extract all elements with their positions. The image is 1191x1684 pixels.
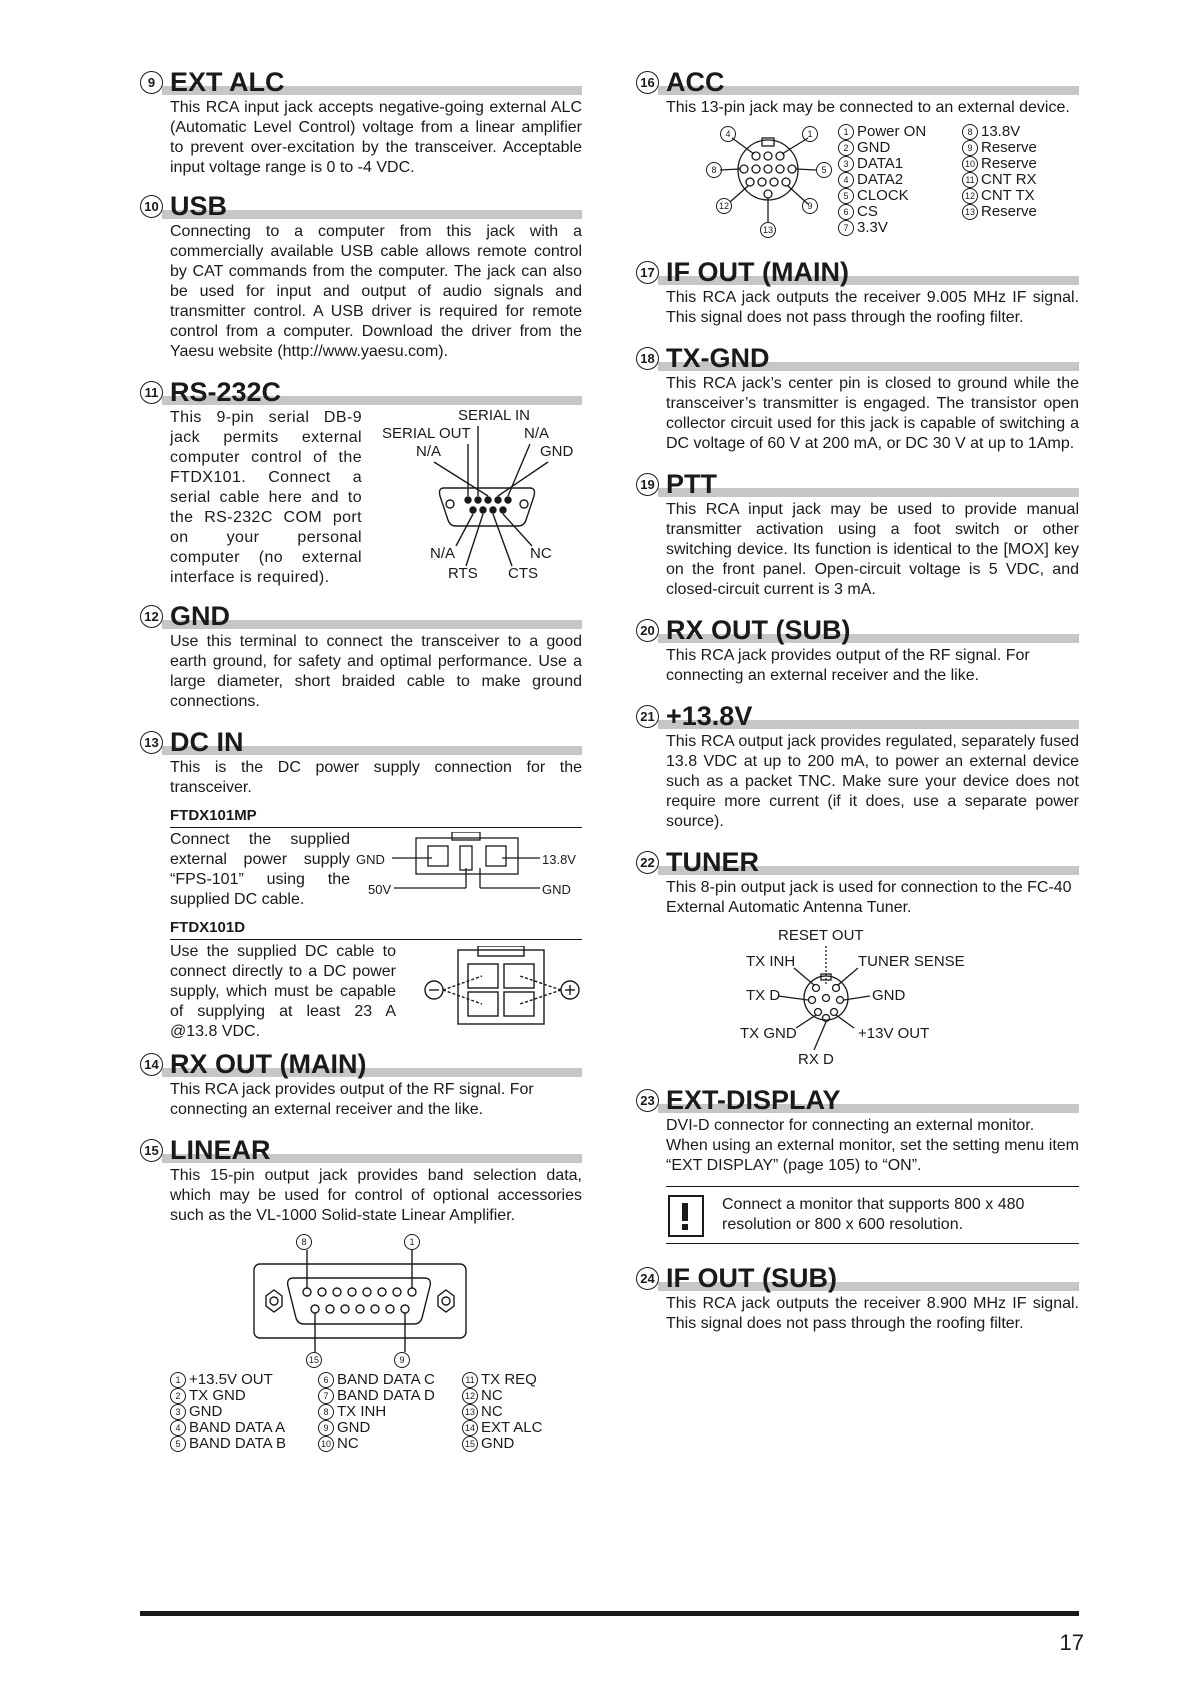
section-heading xyxy=(636,698,1079,732)
pin-number: 6 xyxy=(318,1372,334,1388)
pin-label: RESET OUT xyxy=(778,927,864,944)
pin-label: DATA2 xyxy=(857,171,904,188)
section-heading xyxy=(140,1046,582,1080)
pin-label: GND xyxy=(872,987,906,1004)
section-number: 13 xyxy=(140,731,163,754)
pin-entry xyxy=(170,1436,286,1452)
pin-label: TX GND xyxy=(740,1025,797,1042)
section-rx-out-main xyxy=(140,1046,582,1120)
section-heading xyxy=(636,1260,1079,1294)
tuner-connector-icon xyxy=(666,922,966,1070)
pin-label: CLOCK xyxy=(857,187,909,204)
section-title: GND xyxy=(170,601,230,631)
section-text: This RCA jack provides output of the RF signal. For connecting an external receiver and the like. xyxy=(170,1081,534,1118)
pin-entry xyxy=(962,188,1035,204)
pin-entry xyxy=(170,1420,285,1436)
section-text: This 13-pin jack may be connected to an external device. xyxy=(666,99,1070,116)
pin-entry xyxy=(170,1404,222,1420)
pin-label: CNT TX xyxy=(981,187,1035,204)
pin-label: BAND DATA B xyxy=(189,1435,286,1452)
section-number: 17 xyxy=(636,261,659,284)
pin-label: GND xyxy=(356,852,385,867)
db15-pin-table xyxy=(170,1372,582,1458)
section-number: 22 xyxy=(636,851,659,874)
section-title: USB xyxy=(170,191,228,221)
pin-number: 1 xyxy=(838,124,854,140)
section-title: EXT-DISPLAY xyxy=(666,1085,841,1115)
section-title: PTT xyxy=(666,469,717,499)
pin-number: 12 xyxy=(962,188,978,204)
pin-entry xyxy=(462,1420,542,1436)
pin-entry xyxy=(838,188,909,204)
pin-entry xyxy=(962,140,1037,156)
pin-label: CNT RX xyxy=(981,171,1037,188)
pin-label: CTS xyxy=(508,565,538,582)
pin-label: SERIAL OUT xyxy=(382,425,471,442)
pin-label: TUNER SENSE xyxy=(858,953,965,970)
pin-number: 8 xyxy=(318,1404,334,1420)
section-heading xyxy=(140,598,582,632)
section-number: 18 xyxy=(636,347,659,370)
pin-label: N/A xyxy=(524,425,550,442)
section-number: 21 xyxy=(636,705,659,728)
pin-label: TX INH xyxy=(337,1403,387,1420)
pin-entry xyxy=(838,220,888,236)
db15-diagram xyxy=(170,1234,582,1372)
section-tx-gnd xyxy=(636,340,1079,454)
pin-entry xyxy=(318,1436,359,1452)
pin-entry xyxy=(318,1404,386,1420)
pin-label: N/A xyxy=(430,545,456,562)
pin-label: NC xyxy=(481,1403,503,1420)
section-acc xyxy=(636,64,1079,242)
section-number: 14 xyxy=(140,1053,163,1076)
pin-number: 5 xyxy=(170,1436,186,1452)
pin-label: NC xyxy=(481,1387,503,1404)
pin-number: 2 xyxy=(170,1388,186,1404)
section-text: This RCA jack outputs the receiver 8.900 MHz IF signal. This signal does not pass through the roofing filter. xyxy=(666,1295,1079,1332)
pin-number: 8 xyxy=(706,162,722,178)
section-heading xyxy=(636,340,1079,374)
section-title: EXT ALC xyxy=(170,67,285,97)
dc-plug-icon xyxy=(356,832,582,902)
pin-label: Reserve xyxy=(981,139,1037,156)
section-gnd xyxy=(140,598,582,712)
pin-label: NC xyxy=(337,1435,359,1452)
section-ptt xyxy=(636,466,1079,600)
section-text: This RCA input jack may be used to provide manual transmitter activation using a foot switch or other switching device. Its function is identical to the [MOX] key on the front panel. Open-circuit voltage is 5 VDC, and closed-circuit current is 3 mA. xyxy=(666,501,1079,598)
pin-entry xyxy=(462,1404,503,1420)
subheading-ftdx101d: FTDX101D xyxy=(170,918,582,940)
section-text: Connect the supplied external power supply “FPS-101” using the supplied DC cable. xyxy=(170,831,350,908)
section-number: 10 xyxy=(140,195,163,218)
section-text: Connecting to a computer from this jack with a commercially available USB cable allows remote control by CAT commands from the computer. The jack can also be used for input and output of audio signals and transmitter control. A USB driver is required for remote control from a computer. Download the driver from the Yaesu website (http://www.yaesu.com). xyxy=(170,223,582,360)
pin-entry xyxy=(462,1388,503,1404)
pin-number: 10 xyxy=(318,1436,334,1452)
pin-number: 1 xyxy=(170,1372,186,1388)
section-text: Use this terminal to connect the transceiver to a good earth ground, for safety and optimal performance. Use a large diameter, short braided cable to make ground connections. xyxy=(170,633,582,710)
pin-number: 2 xyxy=(838,140,854,156)
section-number: 15 xyxy=(140,1139,163,1162)
db15-connector-icon xyxy=(170,1234,582,1372)
pin-label: NC xyxy=(530,545,552,562)
pin-label: GND xyxy=(481,1435,515,1452)
pin-number: 3 xyxy=(170,1404,186,1420)
right-column xyxy=(636,64,1079,1346)
pin-label: DATA1 xyxy=(857,155,904,172)
section-tuner xyxy=(636,844,1079,1070)
pin-entry xyxy=(170,1388,246,1404)
dc-plug-diagram xyxy=(356,832,582,902)
pin-number: 9 xyxy=(394,1352,410,1368)
section-text: DVI-D connector for connecting an external monitor. xyxy=(666,1117,1035,1134)
section-title: TUNER xyxy=(666,847,759,877)
pin-label: CS xyxy=(857,203,878,220)
pin-number: 1 xyxy=(802,126,818,142)
section-heading xyxy=(636,64,1079,98)
section-usb xyxy=(140,188,582,362)
pin-number: 6 xyxy=(838,204,854,220)
pin-number: 12 xyxy=(462,1388,478,1404)
footer-rule xyxy=(140,1611,1079,1616)
pin-entry xyxy=(962,172,1037,188)
page-number: 17 xyxy=(1059,1630,1084,1655)
pin-number: 9 xyxy=(962,140,978,156)
pin-number: 5 xyxy=(838,188,854,204)
pin-label: Power ON xyxy=(857,123,927,140)
section-heading xyxy=(636,612,1079,646)
db9-connector-icon xyxy=(382,408,582,586)
pin-number: 15 xyxy=(462,1436,478,1452)
pin-number: 11 xyxy=(462,1372,478,1388)
section-title: IF OUT (SUB) xyxy=(666,1263,837,1293)
section-heading xyxy=(140,374,582,408)
section-title: IF OUT (MAIN) xyxy=(666,257,849,287)
pin-entry xyxy=(962,124,1020,140)
pin-number: 13 xyxy=(462,1404,478,1420)
section-heading xyxy=(140,64,582,98)
pin-number: 11 xyxy=(962,172,978,188)
section-number: 16 xyxy=(636,71,659,94)
section-number: 19 xyxy=(636,473,659,496)
section-text: This is the DC power supply connection for the transceiver. xyxy=(170,759,582,796)
section-rs232c xyxy=(140,374,582,586)
pin-number: 4 xyxy=(170,1420,186,1436)
pin-entry xyxy=(462,1436,514,1452)
pin-label: RTS xyxy=(448,565,478,582)
section-text: This RCA output jack provides regulated, separately fused 13.8 VDC at up to 200 mA, to power an external device such as a packet TNC. Make sure your device does not require more current (if it does, use a separate power source). xyxy=(666,733,1079,830)
pin-number: 15 xyxy=(306,1352,322,1368)
section-heading xyxy=(140,188,582,222)
pin-number: 8 xyxy=(296,1234,312,1250)
pin-label: TX REQ xyxy=(481,1371,537,1388)
section-title: ACC xyxy=(666,67,725,97)
pin-entry xyxy=(462,1372,537,1388)
subheading-ftdx101mp: FTDX101MP xyxy=(170,806,582,828)
section-heading xyxy=(636,254,1079,288)
section-number: 23 xyxy=(636,1089,659,1112)
section-heading xyxy=(636,844,1079,878)
pin-entry xyxy=(170,1372,273,1388)
pin-label: +13V OUT xyxy=(858,1025,930,1042)
section-text: This 9-pin serial DB-9 jack permits external computer control of the FTDX101. Connect a serial cable here and to the RS-232C COM port on your personal computer (no external interface is required). xyxy=(170,409,362,586)
acc-pin-table xyxy=(838,124,1058,242)
section-ext-alc xyxy=(140,64,582,178)
section-title: +13.8V xyxy=(666,701,753,731)
pin-label: Reserve xyxy=(981,155,1037,172)
pin-number: 8 xyxy=(962,124,978,140)
pin-label: BAND DATA C xyxy=(337,1371,435,1388)
pin-label: TX GND xyxy=(189,1387,246,1404)
pin-label: GND xyxy=(189,1403,223,1420)
pin-label: Reserve xyxy=(981,203,1037,220)
section-number: 12 xyxy=(140,605,163,628)
pin-label: GND xyxy=(337,1419,371,1436)
pin-number: 4 xyxy=(838,172,854,188)
section-text: This RCA input jack accepts negative-going external ALC (Automatic Level Control) voltage from a linear amplifier to prevent over-excitation by the transceiver. Acceptable input voltage range is 0 to -4 VDC. xyxy=(170,99,582,176)
pin-label: BAND DATA D xyxy=(337,1387,435,1404)
pin-entry xyxy=(962,204,1037,220)
section-linear xyxy=(140,1132,582,1458)
pin-number: 7 xyxy=(318,1388,334,1404)
pin-entry xyxy=(962,156,1037,172)
section-number: 20 xyxy=(636,619,659,642)
pin-label: N/A xyxy=(416,443,442,460)
section-title: LINEAR xyxy=(170,1135,271,1165)
section-title: DC IN xyxy=(170,727,244,757)
pin-number: 14 xyxy=(462,1420,478,1436)
acc-diagram xyxy=(706,124,836,242)
pin-entry xyxy=(838,140,890,156)
pin-label: RX D xyxy=(798,1051,834,1068)
pin-label: 13.8V xyxy=(981,123,1021,140)
pin-number: 13 xyxy=(760,222,776,238)
pin-number: 5 xyxy=(816,162,832,178)
pin-label: SERIAL IN xyxy=(458,407,530,424)
section-text: This 8-pin output jack is used for connection to the FC-40 External Automatic Antenna Tuner. xyxy=(666,879,1072,916)
section-heading xyxy=(636,1082,1079,1116)
pin-entry xyxy=(838,124,926,140)
pin-entry xyxy=(838,172,903,188)
pin-number: 4 xyxy=(720,126,736,142)
dc-connector-icon xyxy=(424,946,584,1026)
pin-entry xyxy=(318,1420,370,1436)
pin-entry xyxy=(318,1372,435,1388)
section-text: When using an external monitor, set the setting menu item “EXT DISPLAY” (page 105) to “ON”. xyxy=(666,1137,1079,1174)
pin-number: 3 xyxy=(838,156,854,172)
pin-entry xyxy=(838,204,878,220)
pin-label: GND xyxy=(540,443,574,460)
section-text: This RCA jack outputs the receiver 9.005 MHz IF signal. This signal does not pass through the roofing filter. xyxy=(666,289,1079,326)
section-text: This 15-pin output jack provides band selection data, which may be used for control of optional accessories such as the VL-1000 Solid-state Linear Amplifier. xyxy=(170,1167,582,1224)
pin-label: EXT ALC xyxy=(481,1419,543,1436)
pin-number: 12 xyxy=(716,198,732,214)
section-title: RX OUT (MAIN) xyxy=(170,1049,367,1079)
section-dc-in xyxy=(140,724,582,1040)
pin-number: 1 xyxy=(404,1234,420,1250)
pin-label: +13.5V OUT xyxy=(189,1371,273,1388)
section-number: 11 xyxy=(140,381,163,404)
section-heading xyxy=(140,724,582,758)
pin-number: 9 xyxy=(318,1420,334,1436)
pin-label: TX INH xyxy=(746,953,796,970)
section-ext-display xyxy=(636,1082,1079,1244)
section-title: RX OUT (SUB) xyxy=(666,615,851,645)
pin-label: GND xyxy=(857,139,891,156)
pin-number: 7 xyxy=(838,220,854,236)
pin-number: 9 xyxy=(802,198,818,214)
db9-diagram xyxy=(382,408,582,586)
pin-label: 13.8V xyxy=(542,852,576,867)
section-title: TX-GND xyxy=(666,343,770,373)
section-if-out-main xyxy=(636,254,1079,328)
pin-entry xyxy=(318,1388,435,1404)
pin-label: TX D xyxy=(746,987,781,1004)
section-if-out-sub xyxy=(636,1260,1079,1334)
left-column xyxy=(140,64,582,1470)
section-13-8v xyxy=(636,698,1079,832)
section-text: Use the supplied DC cable to connect directly to a DC power supply, which must be capable of supplying at least 23 A @13.8 VDC. xyxy=(170,943,396,1040)
section-title: RS-232C xyxy=(170,377,282,407)
section-number: 9 xyxy=(140,71,163,94)
section-heading xyxy=(140,1132,582,1166)
caution-note xyxy=(666,1186,1079,1244)
acc-connector-icon xyxy=(706,124,836,242)
section-text: This RCA jack provides output of the RF signal. For connecting an external receiver and the like. xyxy=(666,647,1030,684)
pin-entry xyxy=(838,156,903,172)
section-number: 24 xyxy=(636,1267,659,1290)
tuner-diagram xyxy=(666,922,1079,1070)
pin-number: 13 xyxy=(962,204,978,220)
section-rx-out-sub xyxy=(636,612,1079,686)
pin-number: 10 xyxy=(962,156,978,172)
warning-icon xyxy=(668,1195,704,1237)
section-heading xyxy=(636,466,1079,500)
pin-label: 50V xyxy=(368,882,392,897)
caution-text: Connect a monitor that supports 800 x 480 resolution or 800 x 600 resolution. xyxy=(722,1196,1025,1233)
pin-label: BAND DATA A xyxy=(189,1419,286,1436)
pin-label: 3.3V xyxy=(857,219,888,236)
pin-label: GND xyxy=(542,882,571,897)
section-text: This RCA jack’s center pin is closed to ground while the transceiver’s transmitter is engaged. The transistor open collector circuit used for this jack is capable of switching a DC voltage of 60 V at 200 mA, or DC 30 V at up to 1Amp. xyxy=(666,375,1079,452)
